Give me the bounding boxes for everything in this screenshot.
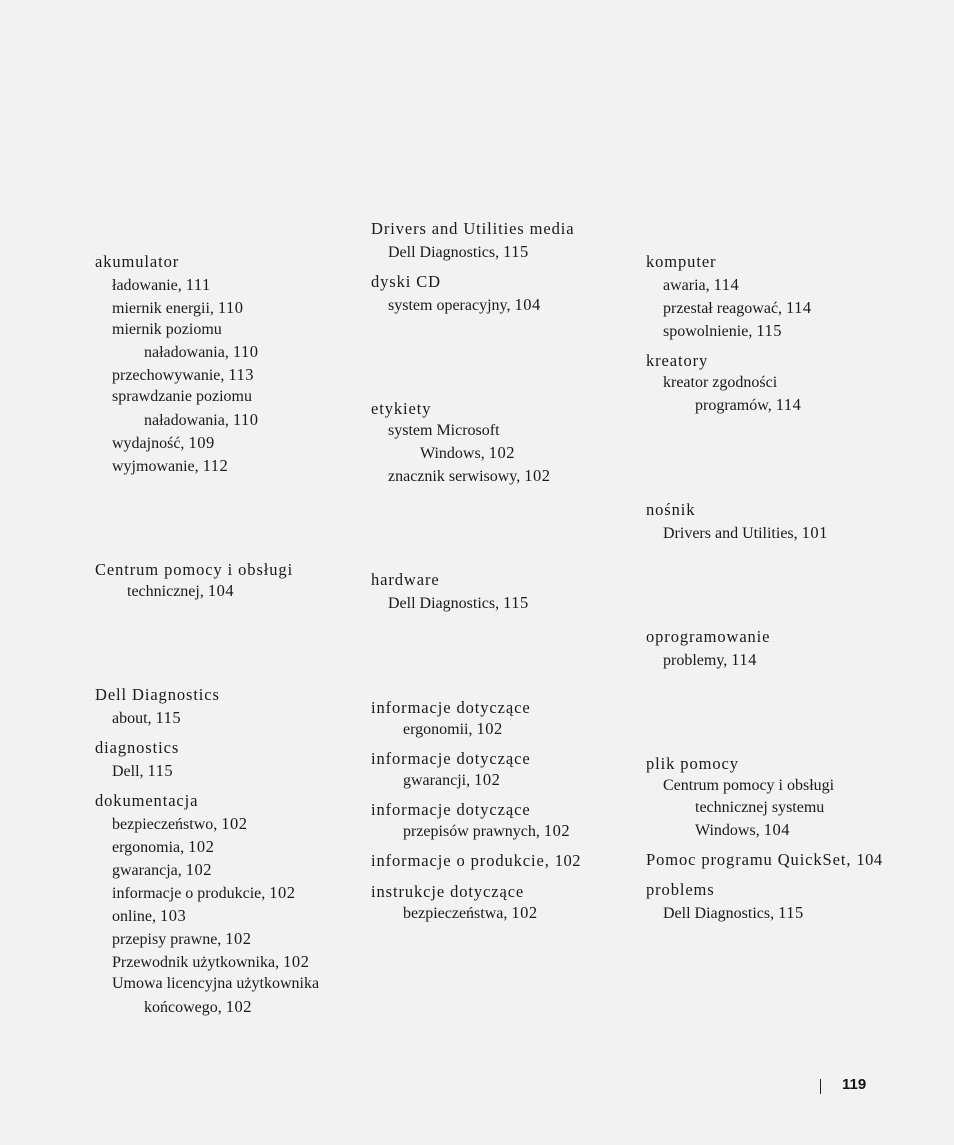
index-term: Drivers and Utilities media [371,219,575,238]
index-term: hardware [371,570,440,589]
index-term: Centrum pomocy i obsługi [95,560,294,579]
index-term: akumulator [95,252,180,271]
index-term: Dell Diagnostics [95,685,220,704]
index-subterm: Dell, 115 [112,761,174,780]
index-subterm: about, 115 [112,708,182,727]
index-subterm: Windows, 104 [695,820,790,839]
index-subterm: sprawdzanie poziomu [112,388,252,405]
index-subterm: Dell Diagnostics, 115 [388,242,529,261]
index-subterm: Windows, 102 [420,443,515,462]
index-subterm: ładowanie, 111 [112,275,211,294]
index-subterm: technicznej, 104 [127,581,235,600]
index-term: informacje dotyczące [371,698,531,717]
index-subterm: programów, 114 [695,395,802,414]
index-subterm: kreator zgodności [663,374,778,391]
index-subterm: bezpieczeństwo, 102 [112,814,248,833]
index-term: dokumentacja [95,791,199,810]
index-subterm: miernik energii, 110 [112,298,244,317]
index-term: oprogramowanie [646,627,771,646]
index-subterm: ergonomii, 102 [403,719,503,738]
index-term: informacje dotyczące [371,749,531,768]
index-subterm: naładowania, 110 [144,410,259,429]
index-term: dyski CD [371,272,442,291]
index-subterm: miernik poziomu [112,321,222,338]
index-term: problems [646,880,715,899]
index-subterm: Umowa licencyjna użytkownika [112,975,320,992]
index-term: informacje o produkcie, 102 [371,851,582,870]
page-number: 119 [842,1076,867,1093]
index-subterm: Przewodnik użytkownika, 102 [112,952,310,971]
index-subterm: system operacyjny, 104 [388,295,541,314]
index-subterm: naładowania, 110 [144,342,259,361]
index-subterm: przepisów prawnych, 102 [403,821,571,840]
index-term: nośnik [646,500,696,519]
index-subterm: problemy, 114 [663,650,757,669]
index-term: komputer [646,252,717,271]
index-subterm: technicznej systemu [695,799,825,816]
index-term: instrukcje dotyczące [371,882,525,901]
index-subterm: wydajność, 109 [112,433,215,452]
index-term: plik pomocy [646,754,739,773]
index-term: etykiety [371,399,432,418]
index-subterm: spowolnienie, 115 [663,321,782,340]
index-subterm: przestał reagować, 114 [663,298,812,317]
index-subterm: końcowego, 102 [144,997,253,1016]
page-number-divider [820,1079,821,1094]
index-subterm: bezpieczeństwa, 102 [403,903,538,922]
index-term: informacje dotyczące [371,800,531,819]
index-subterm: znacznik serwisowy, 102 [388,466,551,485]
index-term: Pomoc programu QuickSet, 104 [646,850,883,869]
index-subterm: Dell Diagnostics, 115 [663,903,804,922]
index-subterm: gwarancja, 102 [112,860,212,879]
index-subterm: awaria, 114 [663,275,740,294]
index-subterm: gwarancji, 102 [403,770,501,789]
index-term: diagnostics [95,738,180,757]
index-subterm: online, 103 [112,906,187,925]
index-subterm: przepisy prawne, 102 [112,929,252,948]
index-subterm: system Microsoft [388,422,500,439]
index-subterm: przechowywanie, 113 [112,365,255,384]
index-subterm: wyjmowanie, 112 [112,456,229,475]
index-subterm: Centrum pomocy i obsługi [663,777,835,794]
index-subterm: Drivers and Utilities, 101 [663,523,828,542]
index-subterm: informacje o produkcie, 102 [112,883,296,902]
index-term: kreatory [646,351,709,370]
index-subterm: ergonomia, 102 [112,837,215,856]
index-subterm: Dell Diagnostics, 115 [388,593,529,612]
